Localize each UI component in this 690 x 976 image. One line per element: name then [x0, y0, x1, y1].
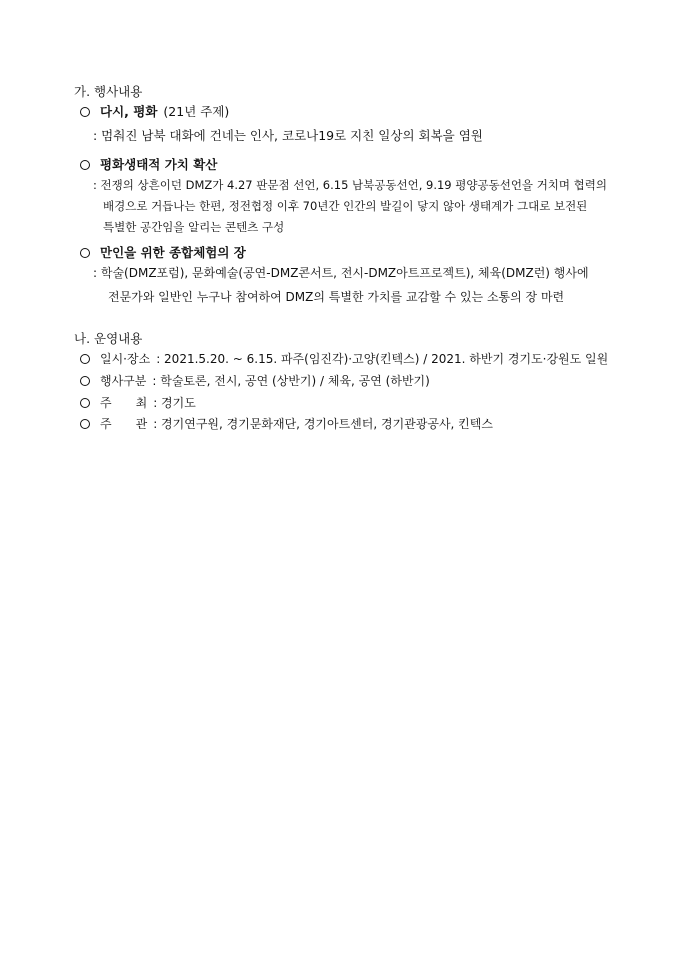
section-a-heading: 가. 행사내용 — [74, 84, 143, 99]
circle-bullet-icon — [80, 248, 90, 258]
ops-item-2-label: 행사구분 — [100, 374, 147, 388]
ops-item-1-label: 일시·장소 — [100, 352, 151, 366]
section-b-heading: 나. 운영내용 — [74, 331, 143, 346]
circle-bullet-icon — [80, 376, 90, 386]
item-2-desc-line-3: 특별한 공간임을 알리는 콘텐츠 구성 — [103, 220, 285, 234]
ops-item-3 — [80, 396, 196, 410]
item-1-title: 다시, 평화 — [100, 104, 158, 119]
ops-item-1-value: : 2021.5.20. ~ 6.15. 파주(임진각)·고양(킨텍스) / 2021. 하반기 경기도·강원도 일원 — [156, 352, 609, 366]
item-1-desc-line-1: : 멈춰진 남북 대화에 건네는 인사, 코로나19로 지친 일상의 회복을 염원 — [93, 128, 483, 143]
item-2-title: 평화생태적 가치 확산 — [100, 157, 218, 172]
item-3-title: 만인을 위한 종합체험의 장 — [100, 245, 246, 260]
item-3-desc-line-2: 전문가와 일반인 누구나 참여하여 DMZ의 특별한 가치를 교감할 수 있는 소통의 장 마련 — [108, 290, 565, 304]
bullet-item-2 — [80, 157, 217, 172]
ops-item-4-label: 주 관 — [100, 417, 148, 431]
ops-item-4 — [80, 417, 493, 431]
item-2-desc-line-2: 배경으로 거듭나는 한편, 정전협정 이후 70년간 인간의 발길이 닿지 않아 생태계가 그대로 보전된 — [103, 199, 588, 213]
item-3-desc-line-1: : 학술(DMZ포럼), 문화예술(공연-DMZ콘서트, 전시-DMZ아트프로젝트), 체육(DMZ런) 행사에 — [93, 266, 589, 280]
circle-bullet-icon — [80, 419, 90, 429]
ops-item-2-value: : 학술토론, 전시, 공연 (상반기) / 체육, 공연 (하반기) — [152, 374, 430, 388]
circle-bullet-icon — [80, 160, 90, 170]
item-1-subtitle: (21년 주제) — [163, 104, 230, 119]
ops-item-2 — [80, 374, 430, 388]
circle-bullet-icon — [80, 354, 90, 364]
item-2-desc-line-1: : 전쟁의 상흔이던 DMZ가 4.27 판문점 선언, 6.15 남북공동선언, 9.19 평양공동선언을 거치며 협력의 — [93, 178, 608, 192]
bullet-item-3 — [80, 245, 246, 260]
bullet-item-1 — [80, 104, 229, 119]
circle-bullet-icon — [80, 398, 90, 408]
ops-item-4-value: : 경기연구원, 경기문화재단, 경기아트센터, 경기관광공사, 킨텍스 — [153, 417, 493, 431]
ops-item-3-value: : 경기도 — [153, 396, 196, 410]
ops-item-1 — [80, 352, 608, 366]
ops-item-3-label: 주 최 — [100, 396, 148, 410]
circle-bullet-icon — [80, 107, 90, 117]
